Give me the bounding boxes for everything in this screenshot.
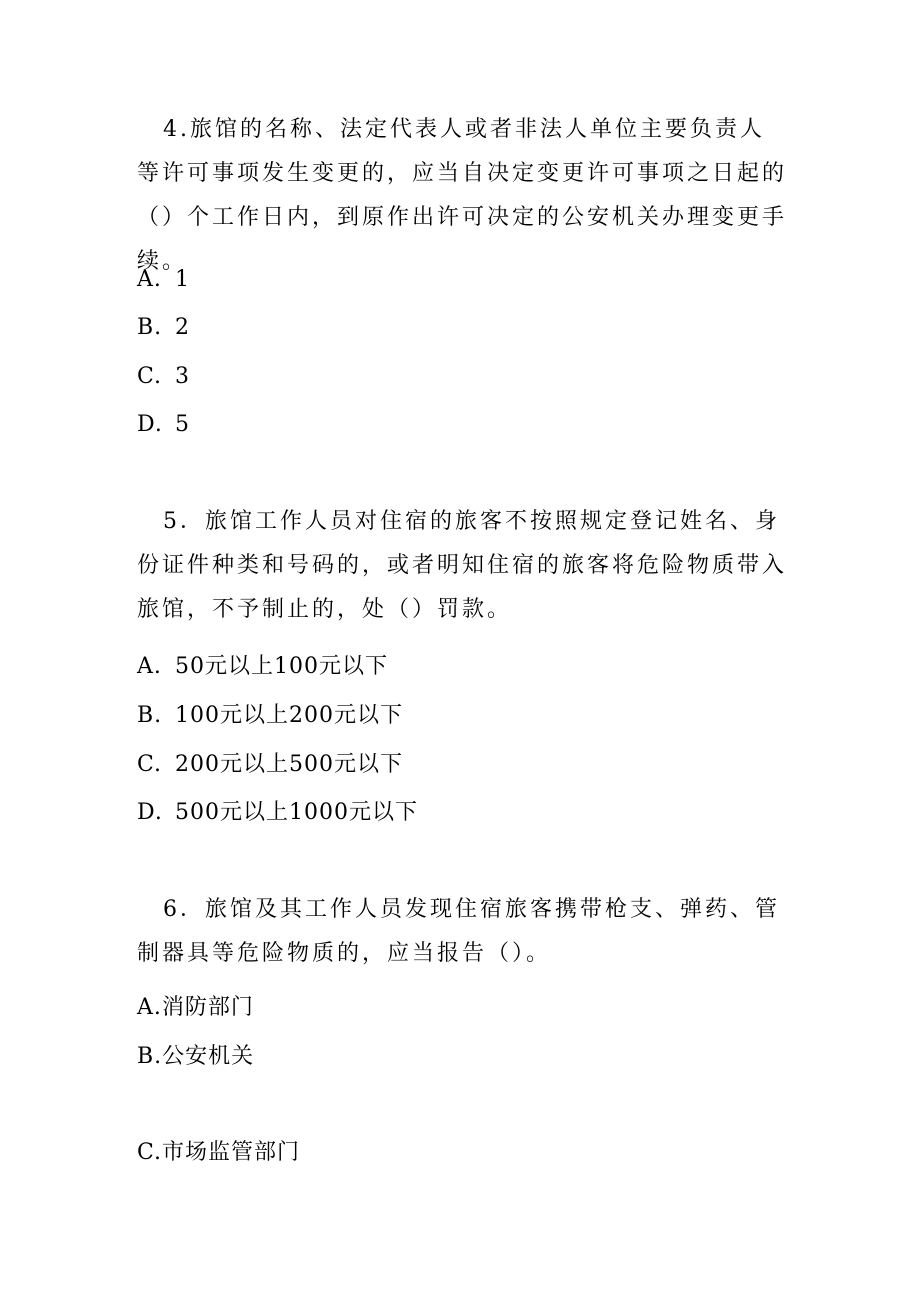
question-5-option-d [137, 798, 418, 828]
option-text: 1 [175, 267, 190, 292]
option-text: 3 [175, 364, 190, 389]
question-4-option-b [137, 313, 190, 343]
question-5-option-a [137, 652, 388, 682]
option-text: 50元以上100元以下 [175, 654, 388, 679]
question-6-text: 6．旅馆及其工作人员发现住宿旅客携带枪支、弹药、管制器具等危险物质的，应当报告（）。 [137, 897, 780, 966]
question-4-text: 4.旅馆的名称、法定代表人或者非法人单位主要负责人等许可事项发生变更的，应当自决定变更许可事项之日起的（）个工作日内，到原作出许可决定的公安机关办理变更手续。 [137, 117, 788, 274]
option-letter: B. [137, 315, 163, 340]
option-text: 市场监管部门 [162, 1140, 301, 1165]
question-5-text: 5．旅馆工作人员对住宿的旅客不按照规定登记姓名、身份证件种类和号码的，或者明知住宿的旅客将危险物质带入旅馆，不予制止的，处（）罚款。 [137, 509, 788, 622]
option-letter: A. [137, 995, 162, 1020]
option-letter: C. [137, 752, 163, 777]
option-letter: B. [137, 703, 163, 728]
option-text: 消防部门 [161, 995, 254, 1020]
option-letter: A. [137, 654, 162, 679]
question-4-option-d [137, 410, 190, 440]
option-letter: D. [137, 800, 163, 825]
question-4-option-a [137, 265, 190, 295]
option-text: 200元以上500元以下 [175, 752, 403, 777]
question-6-option-a [137, 993, 254, 1023]
option-letter: A. [137, 267, 162, 292]
question-4-option-c [137, 362, 190, 392]
option-letter: D. [137, 412, 163, 437]
option-text: 500元以上1000元以下 [175, 800, 418, 825]
option-letter: C. [137, 1140, 163, 1165]
option-text: 100元以上200元以下 [175, 703, 403, 728]
question-6-option-c [137, 1138, 300, 1168]
option-text: 5 [175, 412, 190, 437]
question-6-option-b [137, 1042, 254, 1072]
question-5-option-b [137, 701, 403, 731]
question-5-option-c [137, 750, 403, 780]
option-letter: B. [137, 1044, 163, 1069]
option-letter: C. [137, 364, 163, 389]
option-text: 公安机关 [162, 1044, 255, 1069]
option-text: 2 [175, 315, 190, 340]
